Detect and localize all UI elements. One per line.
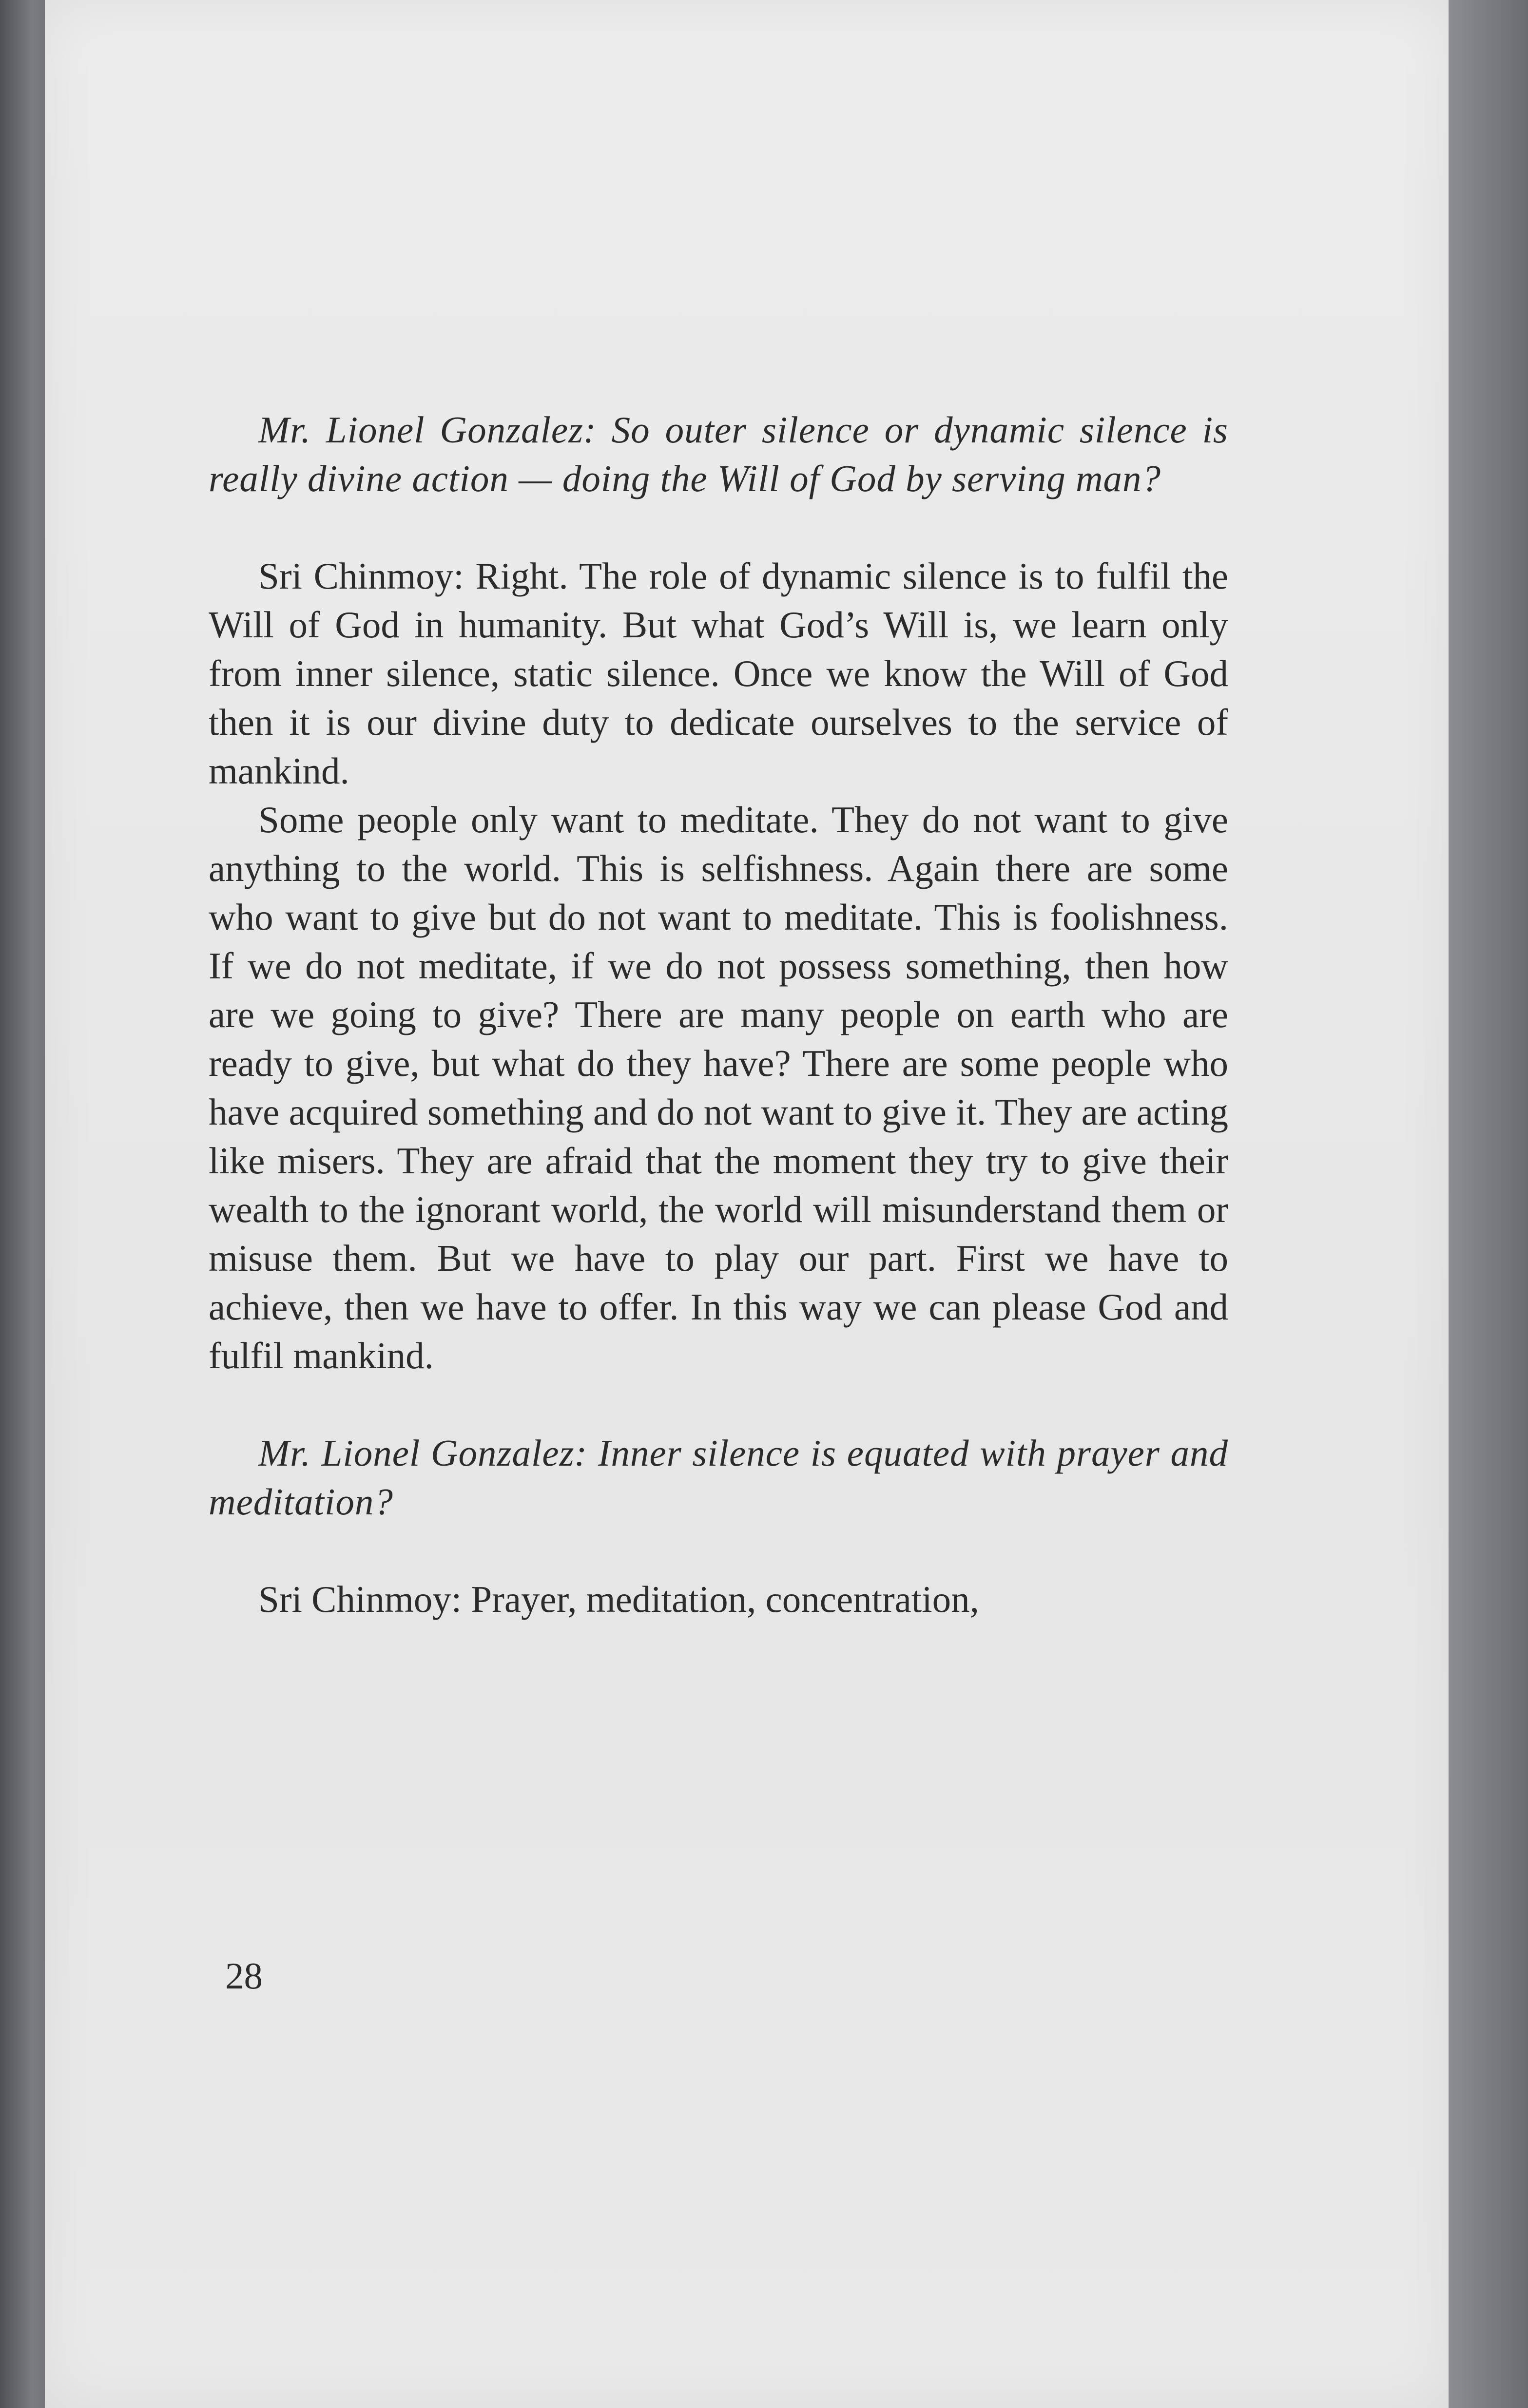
question-paragraph: Mr. Lionel Gonzalez: Inner silence is equated with prayer and meditation? <box>209 1432 1228 1523</box>
answer-paragraph: Sri Chinmoy: Prayer, meditation, concentration, <box>258 1578 979 1620</box>
paragraph-gap <box>209 1380 1228 1429</box>
answer-paragraph: Some people only want to meditate. They do not want to give anything to the world. This is selfishness. Again there are some who want to give but do not want to meditate. This is foolishness. If we do not meditate, if we do not possess something, then how are we going to give? There are many people on earth who are ready to give, but what do they have? There are some people who have acquired something and do not want to give it. They are acting like misers. They are afraid that the moment they try to give their wealth to the ignorant world, the world will misunderstand them or misuse them. But we have to play our part. First we have to achieve, then we have to offer. In this way we can please God and fulfil mankind. <box>209 799 1228 1376</box>
page-text <box>209 405 1228 1624</box>
paragraph-gap <box>209 1526 1228 1575</box>
paragraph-gap <box>209 503 1228 552</box>
answer-paragraph: Sri Chinmoy: Right. The role of dynamic silence is to fulfil the Will of God in humanity. But what God’s Will is, we learn only from inner silence, static silence. Once we know the Will of God then it is our divine duty to dedicate ourselves to the service of mankind. <box>209 555 1228 792</box>
question-paragraph: Mr. Lionel Gonzalez: So outer silence or dynamic silence is really divine action — doing the Will of God by serving man? <box>209 409 1228 499</box>
scan-right-edge <box>1449 0 1528 2408</box>
page-number: 28 <box>225 1955 263 1997</box>
